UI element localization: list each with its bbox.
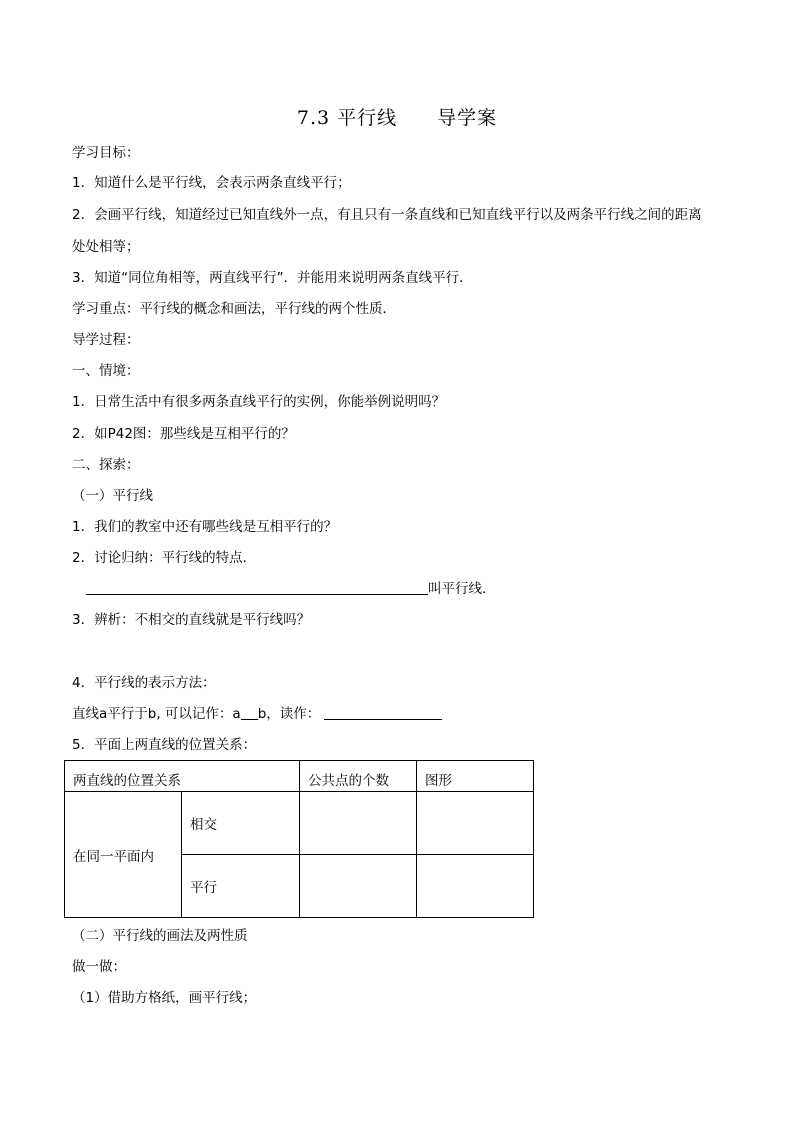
definition-blank[interactable] (86, 580, 428, 595)
section-2-question-2: 2．讨论归纳：平行线的特点． (72, 550, 257, 566)
section-2-question-1: 1．我们的教室中还有哪些线是互相平行的？ (72, 519, 338, 535)
table-cell-parallel-points[interactable] (300, 855, 417, 918)
notation-symbol-blank[interactable] (241, 705, 258, 720)
objective-3: 3．知道“同位角相等，两直线平行”．并能用来说明两条直线平行． (72, 270, 473, 286)
position-relationship-table (64, 760, 534, 918)
table-cell-same-plane: 在同一平面内 (65, 792, 182, 918)
objectives-heading: 学习目标： (72, 145, 140, 161)
section-2-heading: 二、探索： (72, 457, 140, 473)
process-heading: 导学过程： (72, 332, 140, 348)
subsection-parallel-lines: （一）平行线 (72, 488, 153, 504)
section-2-question-4: 4．平行线的表示方法： (72, 675, 216, 691)
table-cell-parallel: 平行 (182, 855, 300, 918)
section-1-question-1: 1．日常生活中有很多两条直线平行的实例，你能举例说明吗？ (72, 394, 446, 410)
table-header-common-points: 公共点的个数 (300, 761, 417, 792)
section-1-question-2: 2．如P42图：那些线是互相平行的？ (72, 426, 295, 442)
objective-1: 1．知道什么是平行线，会表示两条直线平行； (72, 175, 351, 191)
notation-line (72, 704, 442, 724)
objective-2-line-1: 2．会画平行线，知道经过已知直线外一点，有且只有一条直线和已知直线平行以及两条平行线之间的距离 (72, 207, 702, 223)
table-cell-parallel-figure[interactable] (417, 855, 534, 918)
table-header-relationship: 两直线的位置关系 (65, 761, 300, 792)
definition-suffix: 叫平行线． (428, 581, 496, 597)
objective-2-line-2: 处处相等； (72, 239, 140, 255)
table-cell-intersect: 相交 (182, 792, 300, 855)
subsection-drawing-properties: （二）平行线的画法及两性质 (72, 928, 248, 944)
try-it-heading: 做一做： (72, 959, 126, 975)
table-cell-intersect-figure[interactable] (417, 792, 534, 855)
table-header-figure: 图形 (417, 761, 534, 792)
section-2-question-5: 5．平面上两直线的位置关系： (72, 737, 257, 753)
step-1: （1）借助方格纸，画平行线； (72, 990, 257, 1006)
key-points: 学习重点：平行线的概念和画法，平行线的两个性质． (72, 301, 396, 317)
reading-blank[interactable] (324, 705, 442, 720)
notation-text-a: 直线a平行于b, 可以记作：a (72, 706, 241, 722)
page-title: 7.3 平行线 导学案 (296, 107, 498, 129)
table-cell-intersect-points[interactable] (300, 792, 417, 855)
notation-text-b: b，读作： (257, 706, 321, 722)
definition-answer-line (86, 579, 496, 599)
section-2-question-3: 3．辨析：不相交的直线就是平行线吗？ (72, 612, 311, 628)
section-1-heading: 一、情境： (72, 363, 140, 379)
